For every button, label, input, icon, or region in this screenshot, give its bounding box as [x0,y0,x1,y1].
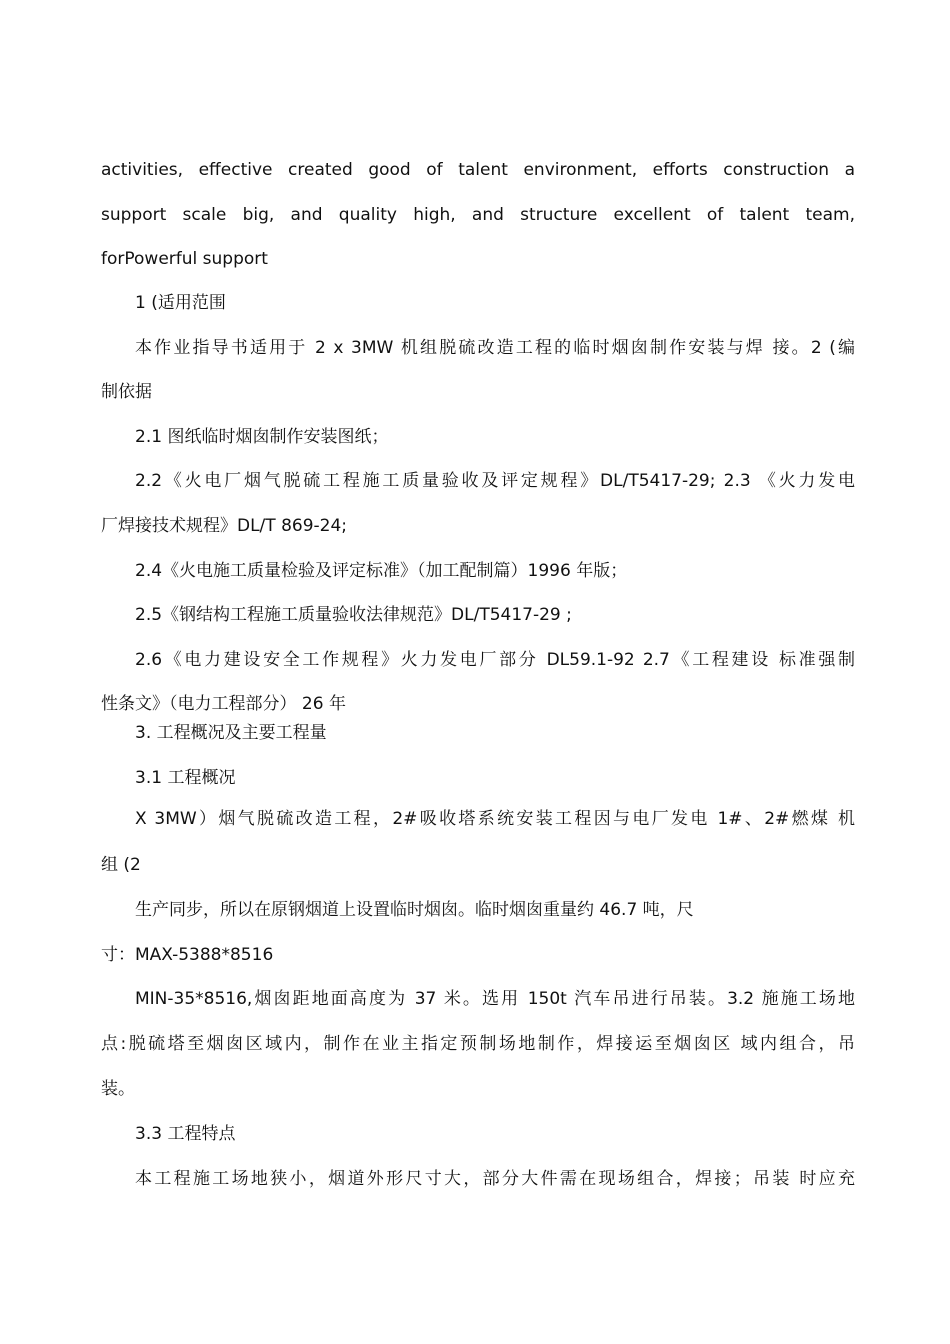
body-text-line: 组 (2 [101,855,141,875]
body-text-line: 寸：MAX-5388*8516 [101,945,274,965]
body-text-line: 本工程施工场地狭小，烟道外形尺寸大，部分大件需在现场组合，焊接；吊装 时应充 [135,1169,855,1189]
body-text-line: 本作业指导书适用于 2 x 3MW 机组脱硫改造工程的临时烟囱制作安装与焊 接。2 (编 [135,338,855,358]
body-text-line: support scale big, and quality high, and structure excellent of talent team, [101,205,855,225]
body-text-line: 生产同步，所以在原钢烟道上设置临时烟囱。临时烟囱重量约 46.7 吨，尺 [135,900,694,920]
body-text-line: MIN-35*8516,烟囱距地面高度为 37 米。选用 150t 汽车吊进行吊装。3.2 施施工场地 [135,989,855,1009]
list-item: 2.2《火电厂烟气脱硫工程施工质量验收及评定规程》DL/T5417-29; 2.3 《火力发电 [135,471,855,491]
list-item: 厂焊接技术规程》DL/T 869-24; [101,516,348,536]
list-item: 2.6《电力建设安全工作规程》火力发电厂部分 DL59.1-92 2.7《工程建设 标准强制 [135,650,855,670]
section-heading: 3. 工程概况及主要工程量 [135,723,327,743]
list-item: 2.5《钢结构工程施工质量验收法律规范》DL/T5417-29 ; [135,605,572,625]
subsection-heading: 3.3 工程特点 [135,1124,236,1144]
body-text-line: 装。 [101,1079,135,1099]
body-text-line: activities, effective created good of talent environment, efforts construction a [101,160,855,180]
body-text-line: forPowerful support [101,249,268,269]
list-item: 性条文》（电力工程部分） 26 年 [101,694,346,714]
section-heading: 1 (适用范围 [135,293,226,313]
list-item: 2.4《火电施工质量检验及评定标准》（加工配制篇）1996 年版； [135,561,628,581]
section-heading: 制依据 [101,382,152,402]
list-item: 2.1 图纸临时烟囱制作安装图纸； [135,427,389,447]
body-text-line: X 3MW）烟气脱硫改造工程，2#吸收塔系统安装工程因与电厂发电 1#、2#燃煤 机 [135,809,855,829]
body-text-line: 点:脱硫塔至烟囱区域内，制作在业主指定预制场地制作，焊接运至烟囱区 域内组合，吊 [101,1034,855,1054]
subsection-heading: 3.1 工程概况 [135,768,236,788]
